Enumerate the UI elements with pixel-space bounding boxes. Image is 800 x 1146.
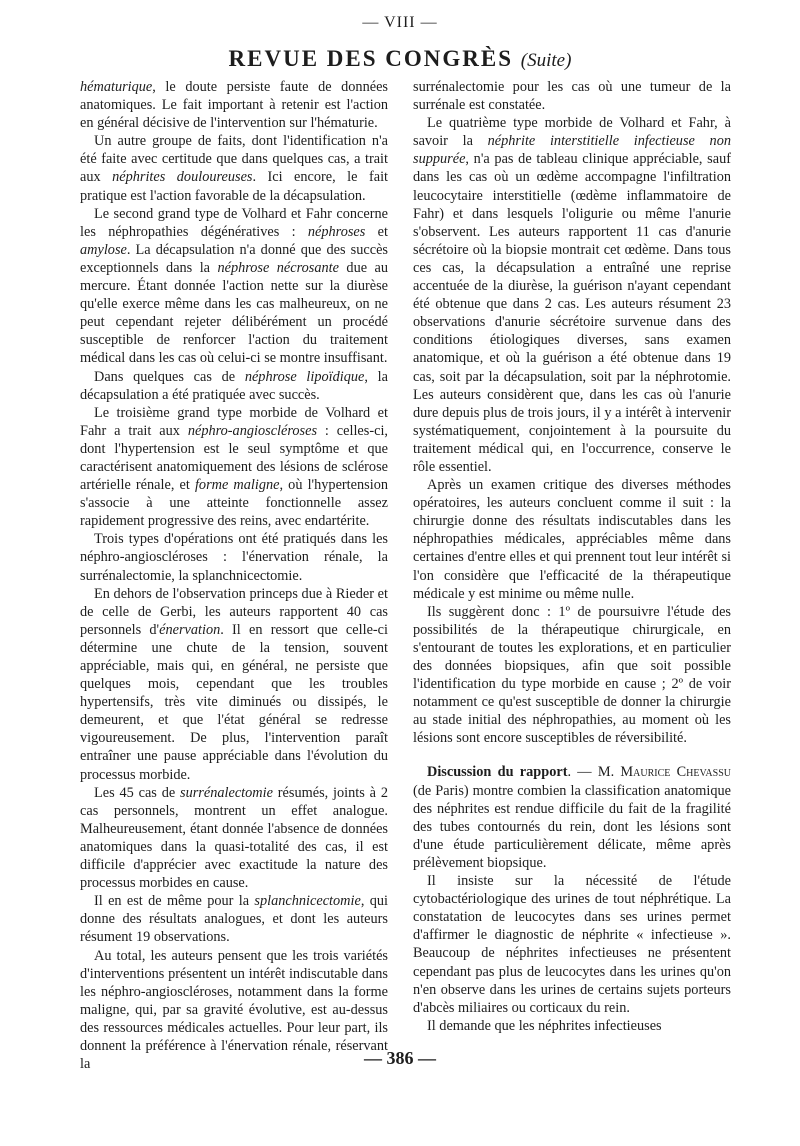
text-run: , la décapsulation a été pratiquée avec succès. (80, 368, 388, 403)
italic-text: surrénalectomie (180, 784, 273, 801)
italic-text: énervation (159, 621, 221, 638)
paragraph (80, 784, 388, 893)
text-run: . La décapsulation n'a donné que des succès exceptionnels dans la (80, 241, 388, 276)
text-run: . Il en ressort que celle-ci détermine une chute de la tension, souvent appréciable, mais qui, en général, ne persiste que quelques mois, cependant que les troubles hypertensifs, très vite diminués ou dissipés, le demeurent, et que l'état général se redresse vigoureusement. De plus, l'intervention paraît entraîner une pause appréciable dans l'évolution du processus morbide. (80, 621, 388, 783)
italic-text: forme maligne (194, 477, 280, 494)
smallcaps-text: Maurice Chevassu (620, 764, 731, 781)
text-run: due au mercure. Étant donnée l'action nette sur la diurèse qu'elle exerce même dans les cas malheureux, on ne peut cependant rejeter délibérément un procédé susceptible de renforcer l'action du traitement médical dans les cas où celui-ci se montre insuffisant. (80, 259, 388, 367)
text-run: Il insiste sur la nécessité de l'étude cytobactériologique des urines de tout néphrétique. La constatation de leucocytes dans ses urines permet d'affirmer le diagnostic de néphrite « infectieuse ». Beaucoup de néphrites infectieuses ne présentent cependant pas plus de leucocytes dans les urines qu'on n'en observe dans les urines de certains sujets porteurs d'abcès miliaires ou corticaux du rein. (413, 873, 731, 1016)
paragraph (413, 763, 731, 872)
paragraph (80, 78, 388, 132)
text-run: , le doute persiste faute de données anatomiques. Le fait important à retenir est l'action en général décisive de l'intervention sur l'hématurie. (80, 79, 388, 132)
text-run: , où l'hypertension s'associe à une atteinte fonctionnelle assez rapidement progressive des reins, avec endartérite. (80, 477, 388, 530)
text-run: Trois types d'opérations ont été pratiqués dans les néphro-angioscléroses : l'énervation rénale, la surrénalectomie, la splanchnicectomie. (80, 531, 388, 584)
paragraph (413, 1017, 731, 1035)
text-run: Il en est de même pour la (94, 893, 255, 910)
paragraph (413, 872, 731, 1017)
text-run: Après un examen critique des diverses méthodes opératoires, les auteurs concluent comme il suit : la chirurgie donne des résultats indiscutables dans les néphropathies médicales, appréciables même dans certaines d'entre elles et qui prennent tout leur intérêt si l'on considère que l'efficacité de la thérapeutique médicale y est minime ou même nulle. (413, 477, 731, 602)
text-run: Le troisième grand type morbide de Volhard et Fahr a trait aux (80, 404, 388, 439)
italic-text: néphrose nécrosante (217, 259, 339, 276)
page-roman-numeral: — VIII — (362, 14, 438, 31)
text-run: En dehors de l'observation princeps due à Rieder et de celle de Gerbi, les auteurs rapportent 40 cas personnels d' (80, 585, 388, 638)
paragraph (80, 530, 388, 584)
paragraph (413, 603, 731, 748)
page-number: — 386 — (364, 1048, 436, 1068)
italic-text: néphrite interstitielle infectieuse non suppurée (413, 133, 731, 168)
left-column (80, 78, 388, 1073)
text-run: Il demande que les néphrites infectieuses (427, 1017, 662, 1034)
text-run: surrénalectomie pour les cas où une tumeur de la surrénale est constatée. (413, 79, 731, 114)
text-run: Le quatrième type morbide de Volhard et Fahr, à savoir la (413, 115, 731, 150)
text-run: Ils suggèrent donc : 1º de poursuivre l'étude des possibilités de la thérapeutique chirurgicale, en s'entourant de toutes les explorations, et en particulier des données biopsiques, afin que soit possible l'identification du type morbide en cause ; 2º de voir notamment ce qu'est susceptible de donner la chirurgie au stade initial des néphropathies, au moment où les lésions sont encore susceptibles de réversibilité. (413, 603, 731, 747)
italic-text: néphroses (307, 223, 366, 240)
title-suffix: (Suite) (520, 50, 572, 71)
text-run: résumés, joints à 2 cas personnels, montrent un effet analogue. Malheureusement, étant donnée l'absence de données anatomiques dans la quasi-totalité des cas, il est difficile d'apprécier avec exactitude la nature des processus morbides en cause. (80, 784, 388, 892)
text-run: et (365, 223, 388, 240)
page-title (0, 46, 800, 72)
text-run: Au total, les auteurs pensent que les trois variétés d'interventions présentent un intérêt indiscutable dans les néphro-angioscléroses, notamment dans la forme maligne, qui, par sa gravité évolutive, est au-dessus des ressources médicales actuelles. Pour leur part, ils donnent la préférence à l'énervation rénale, réservant la (80, 947, 388, 1073)
paragraph (80, 132, 388, 204)
text-run: Le second grand type de Volhard et Fahr concerne les néphropathies dégénératives : (80, 205, 388, 240)
text-run: Un autre groupe de faits, dont l'identification n'a été faite avec certitude que dans quelques cas, a trait aux (80, 133, 388, 186)
paragraph (413, 78, 731, 114)
right-column (413, 78, 731, 1035)
paragraph (80, 892, 388, 946)
italic-text: néphrites douloureuses (112, 169, 253, 186)
text-run: (de Paris) montre combien la classification anatomique des néphrites est rendue difficile du fait de la fragilité des tubes contournés du rein, dont les lésions sont d'une étude particulièrement délicate, même après prélèvement biopsique. (413, 782, 731, 871)
italic-text: splanchnicectomie (254, 893, 361, 910)
italic-text: amylose (80, 241, 127, 258)
text-run: , qui donne des résultats analogues, et dont les auteurs résument 19 observations. (80, 893, 388, 946)
text-run: , n'a pas de tableau clinique appréciable, sauf dans les cas où un œdème accompagne l'infiltration leucocytaire interstitielle (œdème inflammatoire de Fahr) et dans lesquels l'oligurie ou même l'anurie s'observent. Les auteurs rapportent 11 cas d'anurie sécrétoire où la biopsie montrait cet œdème. Dans tous ces cas, la décapsulation a entraîné une reprise accentuée de la diurèse, la guérison n'ayant cependant été obtenue que dans 2 cas. Les auteurs résument 23 observations d'anurie sécrétoire survenue dans des conditions étiologiques diverses, sans examen anatomique, et où la guérison a été obtenue dans 19 cas, soit par la décapsulation, soit par la néphrotomie. Les auteurs considèrent que, dans les cas où l'anurie dure depuis plus de trois jours, il y a intérêt à intervenir systématiquement, conjointement à la poursuite du traitement médical qui, en l'occurrence, conserve le rôle essentiel. (413, 151, 731, 475)
text-run: . — M. (567, 764, 621, 781)
paragraph (80, 368, 388, 404)
bold-text: Discussion du rapport (427, 764, 568, 781)
text-run: Dans quelques cas de (94, 368, 245, 385)
title-main: REVUE DES CONGRÈS (228, 46, 514, 71)
paragraph (80, 585, 388, 784)
italic-text: néphro-angioscléroses (187, 422, 318, 439)
italic-text: néphrose lipoïdique (244, 368, 365, 385)
italic-text: hématurique (80, 79, 153, 95)
paragraph (80, 205, 388, 368)
paragraph (413, 476, 731, 603)
text-run: . Ici encore, le fait pratique est l'action favorable de la décapsulation. (80, 169, 389, 204)
paragraph (80, 404, 388, 531)
text-run: Les 45 cas de (94, 784, 181, 801)
paragraph (413, 114, 731, 476)
text-run: : celles-ci, dont l'hypertension est le seul symptôme et que caractérisent anatomiquement des lésions de sclérose artérielle rénale, et (80, 422, 388, 494)
